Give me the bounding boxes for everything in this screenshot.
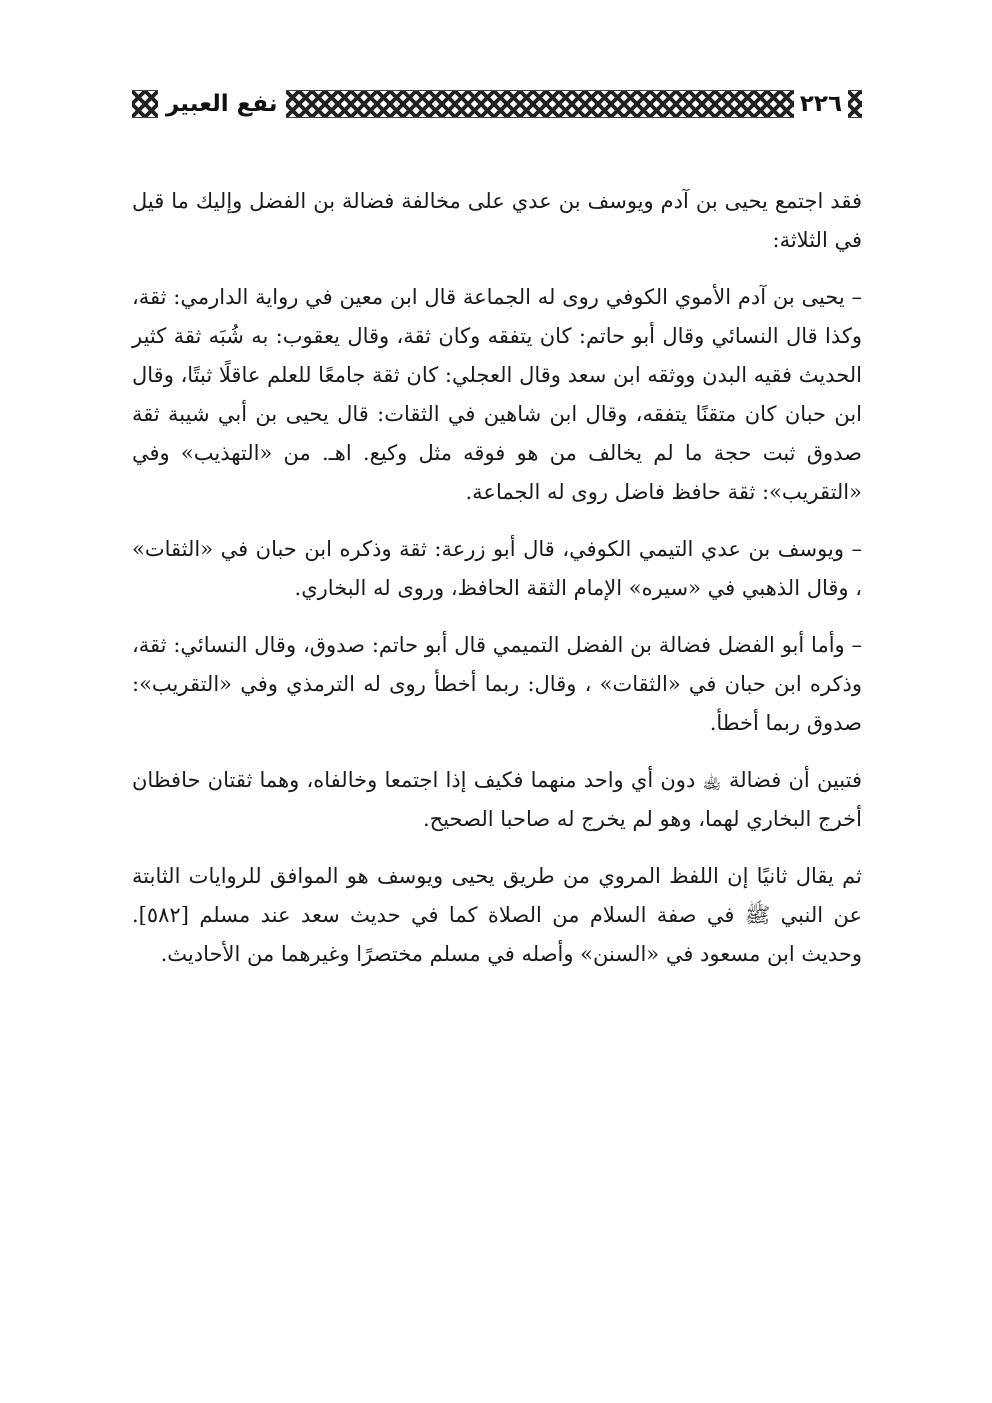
paragraph-3 (132, 530, 862, 608)
header-ornament-middle (286, 90, 794, 118)
paragraph-6 (132, 857, 862, 974)
page-header (132, 82, 862, 126)
paragraph-text: – يحيى بن آدم الأموي الكوفي روى له الجماعة قال ابن معين في رواية الدارمي: ثقة، وكذا قال النسائي وقال أبو حاتم: كان يتفقه وكان ثقة، وقال يعقوب: به شُبَه ثقة كثير الحديث فقيه البدن ووثقه ابن سعد وقال العجلي: كان ثقة جامعًا للعلم عاقلًا ثبتًا، وقال ابن حبان كان متقنًا يتفقه، وقال ابن شاهين في الثقات: قال يحيى بن أبي شيبة ثقة صدوق ثبت حجة ما لم يخالف من هو فوقه مثل وكيع. اهـ. من «التهذيب» وفي «التقريب»: ثقة حافظ فاضل روى له الجماعة. (132, 285, 862, 504)
paragraph-4 (132, 626, 862, 743)
body-text (132, 182, 862, 992)
paragraph-2 (132, 278, 862, 512)
header-ornament-right (848, 90, 862, 118)
book-title: نفع العبير (166, 91, 278, 117)
paragraph-5 (132, 761, 862, 839)
paragraph-1 (132, 182, 862, 260)
paragraph-text: – وأما أبو الفضل فضالة بن الفضل التميمي قال أبو حاتم: صدوق، وقال النسائي: ثقة، وذكره ابن حبان في «الثقات» ، وقال: ربما أخطأ روى له الترمذي وفي «التقريب»: صدوق ربما أخطأ. (132, 633, 862, 735)
page-number: ٢٢٦ (799, 91, 842, 117)
paragraph-text: – ويوسف بن عدي التيمي الكوفي، قال أبو زرعة: ثقة وذكره ابن حبان في «الثقات» ، وقال الذهبي في «سيره» الإمام الثقة الحافظ، وروى له البخاري. (132, 537, 862, 600)
paragraph-text: فقد اجتمع يحيى بن آدم ويوسف بن عدي على مخالفة فضالة بن الفضل وإليك ما قيل في الثلاثة: (132, 189, 862, 252)
header-ornament-left (132, 90, 158, 118)
paragraph-text: فتبين أن فضالة ﵀ دون أي واحد منهما فكيف إذا اجتمعا وخالفاه، وهما ثقتان حافظان أخرج البخاري لهما، وهو لم يخرج له صاحبا الصحيح. (132, 768, 862, 831)
paragraph-text: ثم يقال ثانيًا إن اللفظ المروي من طريق يحيى ويوسف هو الموافق للروايات الثابتة عن النبي ﷺ في صفة السلام من الصلاة كما في حديث سعد عند مسلم [٥٨٢]. وحديث ابن مسعود في «السنن» وأصله في مسلم مختصرًا وغيرهما من الأحاديث. (132, 864, 862, 966)
